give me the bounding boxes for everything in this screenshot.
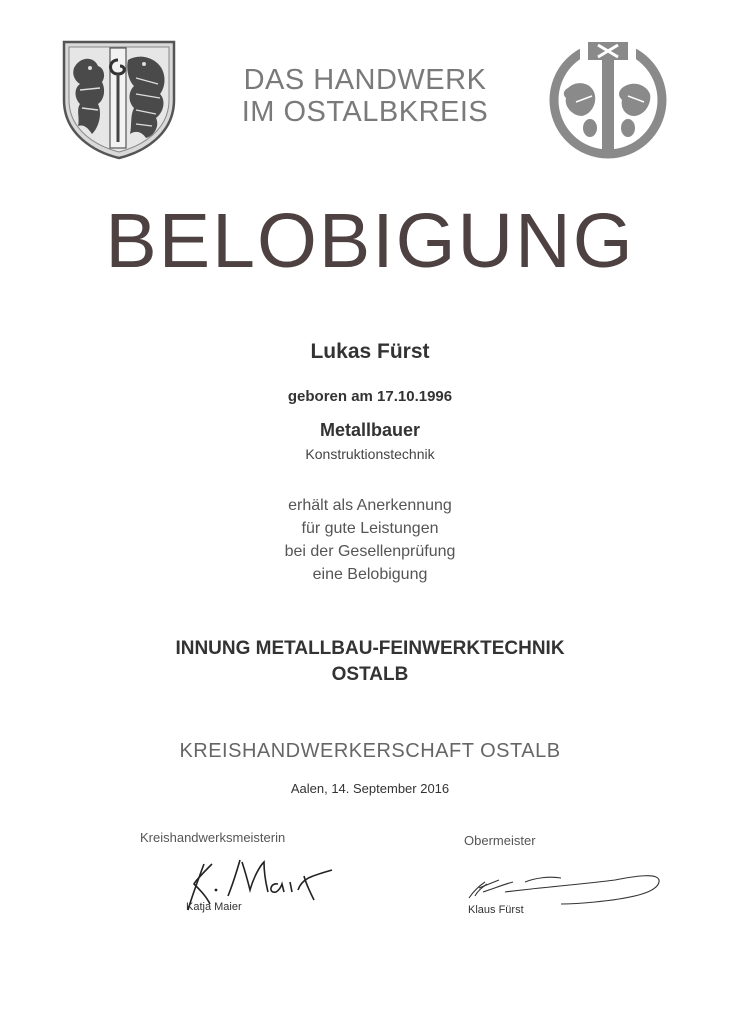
award-text (0, 494, 740, 586)
recipient-name: Lukas Fürst (310, 340, 430, 363)
award-text-line-4: eine Belobigung (312, 566, 428, 583)
craft-emblem-icon (546, 36, 670, 160)
award-text-line-2: für gute Leistungen (301, 520, 439, 537)
right-signer-name: Klaus Fürst (468, 904, 524, 916)
award-text-line-1: erhält als Anerkennung (288, 497, 452, 514)
birth-date: geboren am 17.10.1996 (287, 388, 453, 405)
header-title (200, 64, 530, 128)
award-text-line-3: bei der Gesellenprüfung (284, 543, 456, 560)
left-signer-role: Kreishandwerksmeisterin (140, 830, 286, 845)
certificate-title: BELOBIGUNG (105, 198, 635, 284)
header-line-1: DAS HANDWERK (243, 64, 487, 96)
guild-name (0, 636, 740, 688)
right-signer-role: Obermeister (464, 833, 536, 848)
header-line-2: IM OSTALBKREIS (241, 96, 489, 128)
place-date: Aalen, 14. September 2016 (290, 781, 450, 796)
specialization: Konstruktionstechnik (305, 446, 435, 462)
guild-name-line-2: OSTALB (331, 664, 409, 685)
left-signer-name: Katja Maier (186, 901, 242, 913)
kreishandwerkerschaft: KREISHANDWERKERSCHAFT OSTALB (179, 740, 561, 762)
guild-name-line-1: INNUNG METALLBAU-FEINWERKTECHNIK (175, 638, 565, 659)
coat-of-arms-icon (60, 38, 178, 160)
profession: Metallbauer (319, 420, 421, 440)
